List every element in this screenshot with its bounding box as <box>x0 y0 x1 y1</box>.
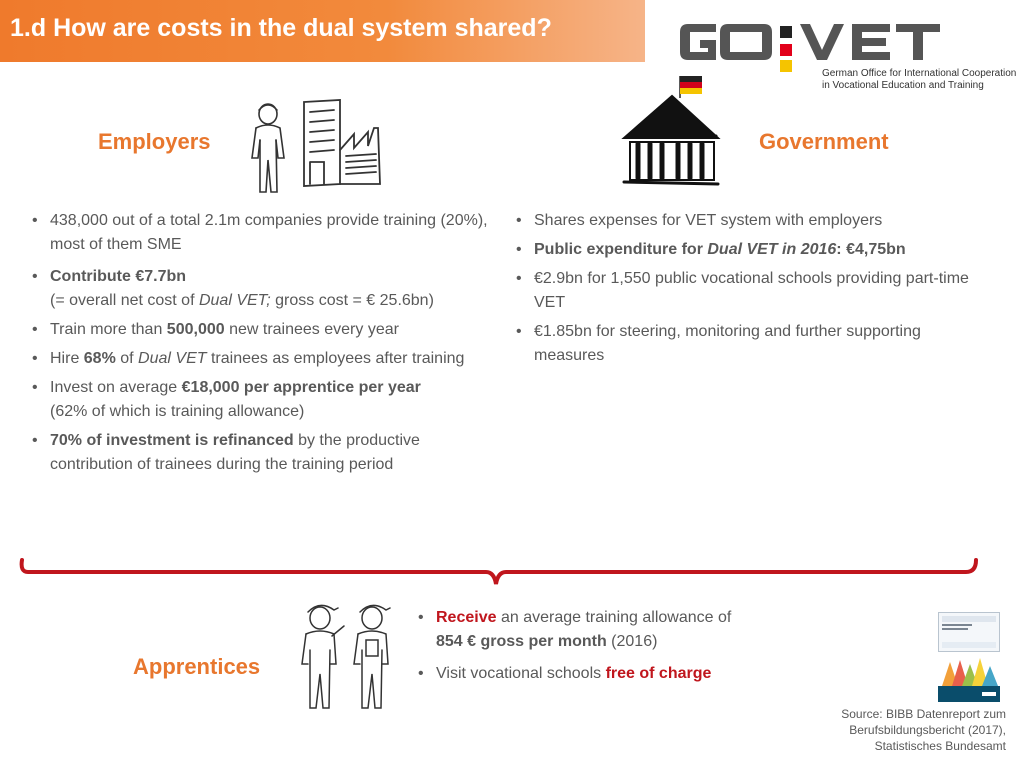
source-note <box>786 706 1006 754</box>
employers-bullet-text: Train more than <box>50 321 167 338</box>
employers-bullet-text: Hire <box>50 350 84 367</box>
apprentices-bullet-text: (2016) <box>606 633 658 650</box>
employers-bullet-text: gross cost = € 25.6bn) <box>270 292 434 309</box>
page-title: 1.d How are costs in the dual system shared? <box>10 14 552 42</box>
employers-bullet-bold: 68% <box>83 350 116 367</box>
employers-bullet-list <box>30 209 490 482</box>
apprentices-bullet <box>416 662 796 686</box>
apprentices-bullet-text: Visit vocational schools <box>436 665 606 682</box>
government-bullet <box>514 320 984 368</box>
source-line: Statistisches Bundesamt <box>874 739 1006 753</box>
employers-bullet <box>30 209 490 257</box>
curly-bracket-icon <box>16 556 982 590</box>
government-building-icon <box>618 72 724 188</box>
apprentices-allowance-value: 854 € gross per month <box>436 633 607 650</box>
report-cover-thumbnail-colorful <box>938 656 1000 702</box>
employers-bullet-text: new trainees every year <box>224 321 399 338</box>
apprentices-bullet-list <box>416 606 796 691</box>
government-expenditure-value: : €4,75bn <box>836 241 906 258</box>
factory-icon <box>300 98 390 188</box>
employers-bullet-text: 438,000 out of a total 2.1m companies provide training (20%), most of them SME <box>50 212 488 253</box>
employers-bullet-text: (62% of which is training allowance) <box>50 403 305 420</box>
employers-bullet-bold: 500,000 <box>166 321 225 338</box>
employers-heading: Employers <box>98 129 211 154</box>
employers-bullet-text: (= overall net cost of <box>50 292 199 309</box>
government-bullet <box>514 267 984 315</box>
worker-icon <box>246 100 292 196</box>
govet-logo <box>676 18 1016 94</box>
government-bullet <box>514 209 984 233</box>
logo-subtitle <box>822 68 1016 92</box>
title-bar <box>0 0 645 62</box>
apprentices-bullet-text: an average training allowance of <box>496 609 732 626</box>
logo-subtitle-line1: German Office for International Cooperation <box>822 68 1017 79</box>
employers-bullet <box>30 376 490 424</box>
report-cover-thumbnail <box>938 612 1000 652</box>
apprentice-icon <box>296 600 400 712</box>
government-bullet-bold-italic: Dual VET in 2016 <box>707 241 837 258</box>
apprentices-free-text: free of charge <box>605 665 712 682</box>
employers-bullet-text: of <box>115 350 139 367</box>
logo-subtitle-line2: in Vocational Education and Training <box>822 80 984 91</box>
employers-bullet-text: by the productive contribution of trainees during the training period <box>50 432 420 473</box>
employers-bullet-text: trainees as employees after training <box>206 350 465 367</box>
government-bullet-text: Shares expenses for VET system with employers <box>534 212 883 229</box>
employers-bullet-italic: Dual VET <box>138 350 207 367</box>
government-bullet-bold: Public expenditure for <box>534 241 708 258</box>
employers-bullet-bold: 70% of investment is refinanced <box>50 432 294 449</box>
government-heading: Government <box>759 129 889 154</box>
employers-bullet <box>30 429 490 477</box>
german-flag-icon <box>680 76 702 98</box>
employers-bullet-text: Invest on average <box>50 379 182 396</box>
employers-bullet <box>30 265 490 313</box>
government-bullet-text: €2.9bn for 1,550 public vocational schools providing part-time VET <box>534 270 969 311</box>
apprentices-receive-text: Receive <box>436 609 497 626</box>
employers-bullet-bold: €18,000 per apprentice per year <box>181 379 421 396</box>
apprentices-heading: Apprentices <box>133 654 261 679</box>
employers-bullet-italic: Dual VET; <box>198 292 271 309</box>
source-line: Source: BIBB Datenreport zum <box>841 707 1006 721</box>
apprentices-bullet <box>416 606 796 654</box>
government-bullet-list <box>514 209 984 373</box>
employers-bullet <box>30 318 490 342</box>
source-line: Berufsbildungsbericht (2017), <box>849 723 1006 737</box>
government-bullet-text: €1.85bn for steering, monitoring and further supporting measures <box>534 323 921 364</box>
employers-contribute-value: Contribute €7.7bn <box>50 268 187 285</box>
government-bullet <box>514 238 984 262</box>
employers-bullet <box>30 347 490 371</box>
